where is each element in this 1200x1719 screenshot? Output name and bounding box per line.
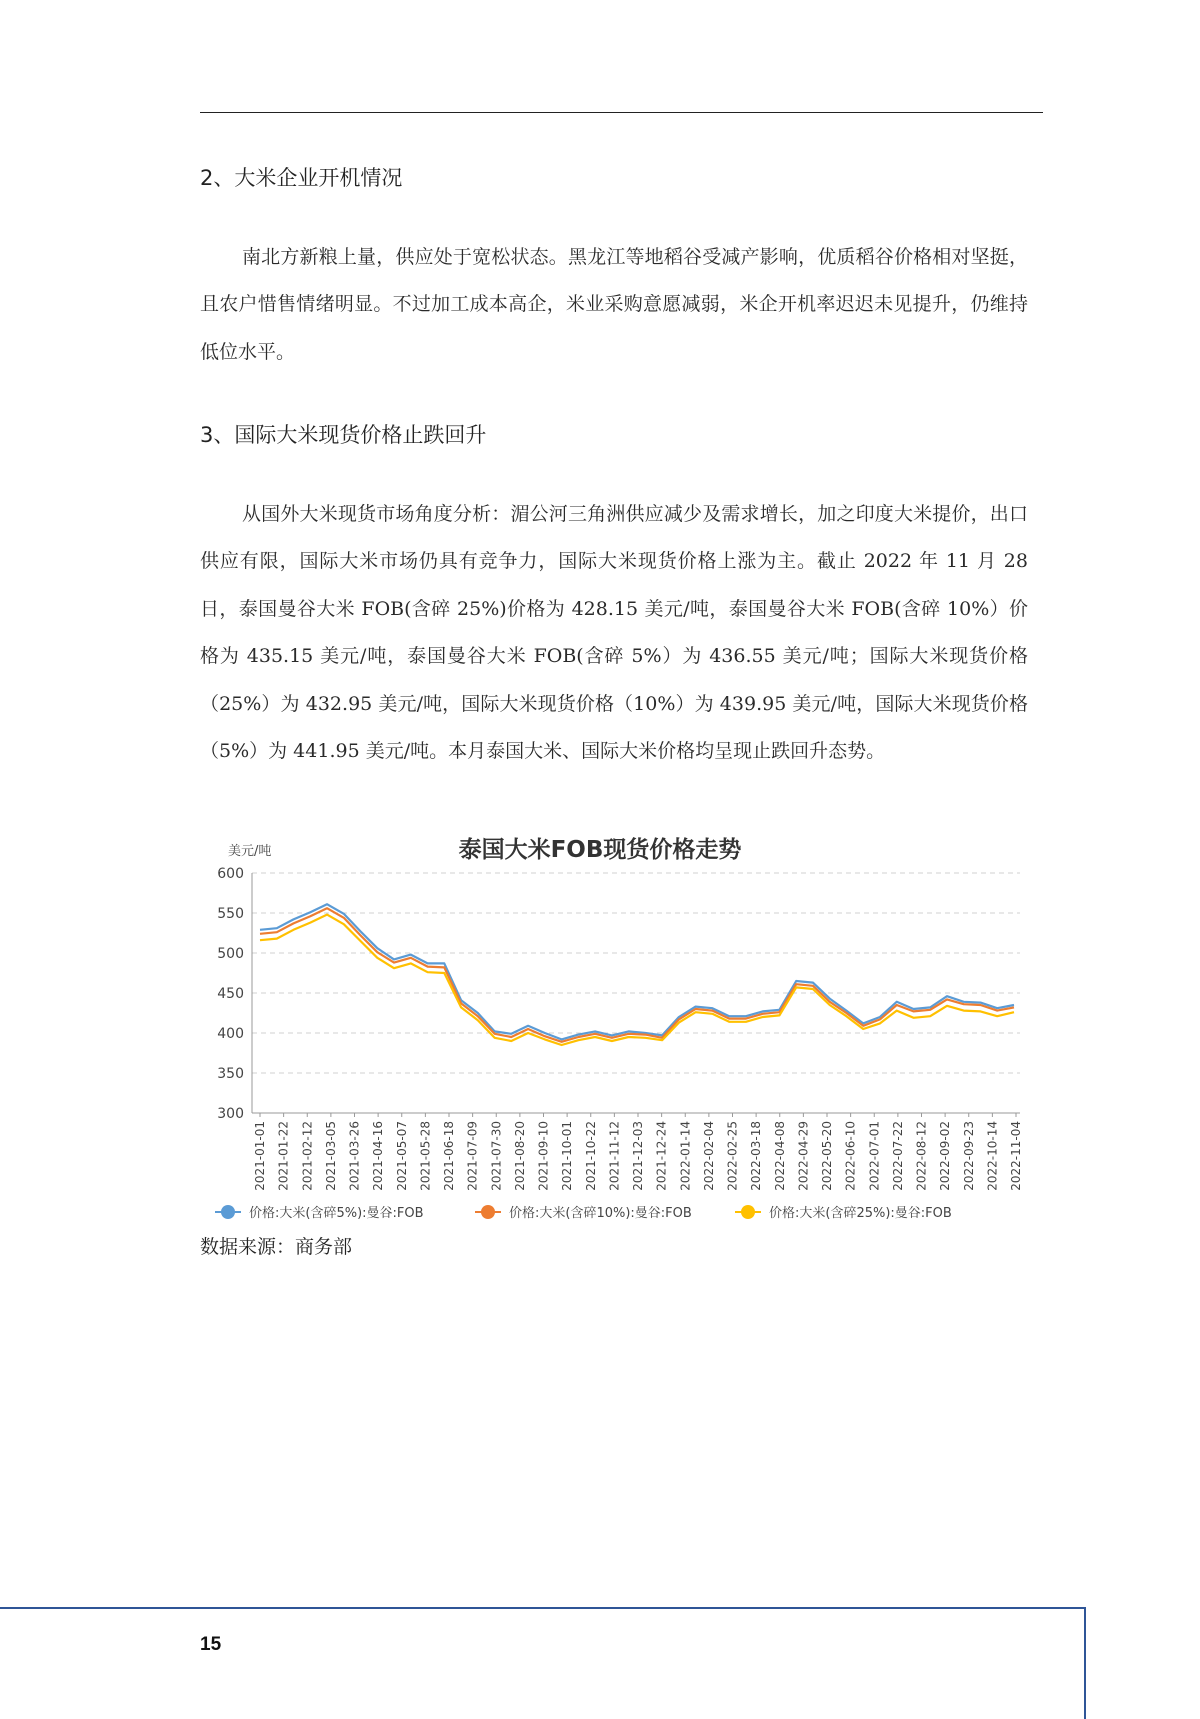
x-tick-label: 2021-07-09 (465, 1121, 480, 1191)
chart-series (260, 904, 1014, 1045)
page-number: 15 (200, 1634, 222, 1655)
x-tick-label: 2021-12-24 (654, 1121, 669, 1191)
x-tick-label: 2021-05-07 (394, 1121, 409, 1191)
y-tick-label: 500 (217, 946, 244, 962)
x-tick-label: 2022-04-08 (772, 1121, 787, 1191)
y-tick-label: 300 (217, 1106, 244, 1122)
x-tick-label: 2022-10-14 (985, 1121, 1000, 1191)
chart-title: 泰国大米FOB现货价格走势 (458, 837, 742, 863)
x-tick-label: 2022-09-02 (938, 1121, 953, 1191)
x-tick-label: 2021-03-26 (347, 1121, 362, 1191)
x-tick-label: 2021-07-30 (489, 1121, 504, 1191)
section-heading-startup-rate: 2、大米企业开机情况 (200, 166, 403, 190)
legend-marker-2 (481, 1205, 495, 1219)
x-tick-label: 2021-06-18 (442, 1121, 456, 1191)
legend-label-2: 价格:大米(含碎10%):曼谷:FOB (509, 1206, 692, 1221)
x-tick-label: 2022-01-14 (678, 1121, 693, 1191)
paragraph-intl-price: 从国外大米现货市场角度分析：湄公河三角洲供应减少及需求增长，加之印度大米提价，出口供应有限，国际大米市场仍具有竞争力，国际大米现货价格上涨为主。截止 2022 年 11 月 28 日，泰国曼谷大米 FOB(含碎 25%)价格为 428.15 美元/吨，泰国曼谷大米 FOB(含碎 10%）价格为 435.15 美元/吨，泰国曼谷大米 FOB(含碎 5%）为 436.55 美元/吨；国际大米现货价格（25%）为 432.95 美元/吨，国际大米现货价格（10%）为 439.95 美元/吨，国际大米现货价格（5%）为 441.95 美元/吨。本月泰国大米、国际大米价格均呈现止跌回升态势。 (200, 503, 1028, 763)
y-tick-label: 400 (217, 1026, 244, 1042)
x-tick-label: 2021-11-12 (607, 1121, 622, 1191)
x-tick-label: 2021-02-12 (300, 1121, 315, 1191)
x-tick-label: 2021-12-03 (631, 1121, 645, 1191)
x-tick-label: 2022-07-01 (867, 1121, 882, 1191)
x-tick-label: 2022-09-23 (961, 1121, 976, 1191)
x-tick-label: 2021-10-01 (560, 1121, 575, 1191)
legend-marker-1 (221, 1205, 235, 1219)
x-tick-label: 2021-09-10 (536, 1121, 551, 1191)
x-tick-label: 2022-08-12 (914, 1121, 929, 1191)
y-tick-label: 550 (217, 906, 244, 922)
x-tick-label: 2021-10-22 (583, 1121, 598, 1191)
x-tick-label: 2022-05-20 (820, 1121, 834, 1191)
x-tick-label: 2021-03-05 (323, 1121, 338, 1191)
y-tick-label: 600 (217, 866, 244, 882)
x-tick-label: 2022-06-10 (843, 1121, 858, 1191)
chart-y-axis-label: 美元/吨 (228, 844, 272, 859)
series-line-1 (260, 904, 1014, 1039)
x-tick-label: 2021-05-28 (418, 1121, 433, 1191)
data-source-note: 数据来源：商务部 (200, 1236, 353, 1258)
paragraph-startup-rate: 南北方新粮上量，供应处于宽松状态。黑龙江等地稻谷受减产影响，优质稻谷价格相对坚挺，且农户惜售情绪明显。不过加工成本高企，米业采购意愿减弱，米企开机率迟迟未见提升，仍维持低位水平。 (200, 246, 1028, 363)
header-rule (200, 112, 1043, 113)
fob-price-chart (200, 828, 1040, 1225)
x-tick-label: 2021-01-01 (253, 1121, 267, 1191)
chart-legend (215, 1205, 952, 1221)
series-line-2 (260, 908, 1014, 1042)
x-tick-label: 2022-07-22 (890, 1121, 905, 1191)
x-tick-label: 2022-03-18 (749, 1121, 764, 1191)
chart-grid (252, 873, 1020, 1113)
x-tick-label: 2022-02-04 (701, 1121, 716, 1191)
x-tick-label: 2022-02-25 (725, 1121, 740, 1191)
fob-price-chart-svg (200, 828, 1040, 1225)
legend-label-1: 价格:大米(含碎5%):曼谷:FOB (249, 1206, 424, 1221)
y-tick-label: 350 (217, 1066, 244, 1082)
x-tick-label: 2021-04-16 (371, 1121, 386, 1191)
y-tick-label: 450 (217, 986, 244, 1002)
legend-label-3: 价格:大米(含碎25%):曼谷:FOB (769, 1206, 952, 1221)
x-tick-label: 2021-08-20 (512, 1121, 527, 1191)
section-heading-intl-price: 3、国际大米现货价格止跌回升 (200, 423, 487, 447)
x-tick-label: 2021-01-22 (276, 1121, 291, 1191)
legend-marker-3 (741, 1205, 755, 1219)
footer-frame (0, 1607, 1086, 1719)
series-line-3 (260, 915, 1014, 1045)
x-tick-label: 2022-04-29 (796, 1121, 811, 1191)
x-tick-label: 2022-11-04 (1009, 1121, 1023, 1191)
